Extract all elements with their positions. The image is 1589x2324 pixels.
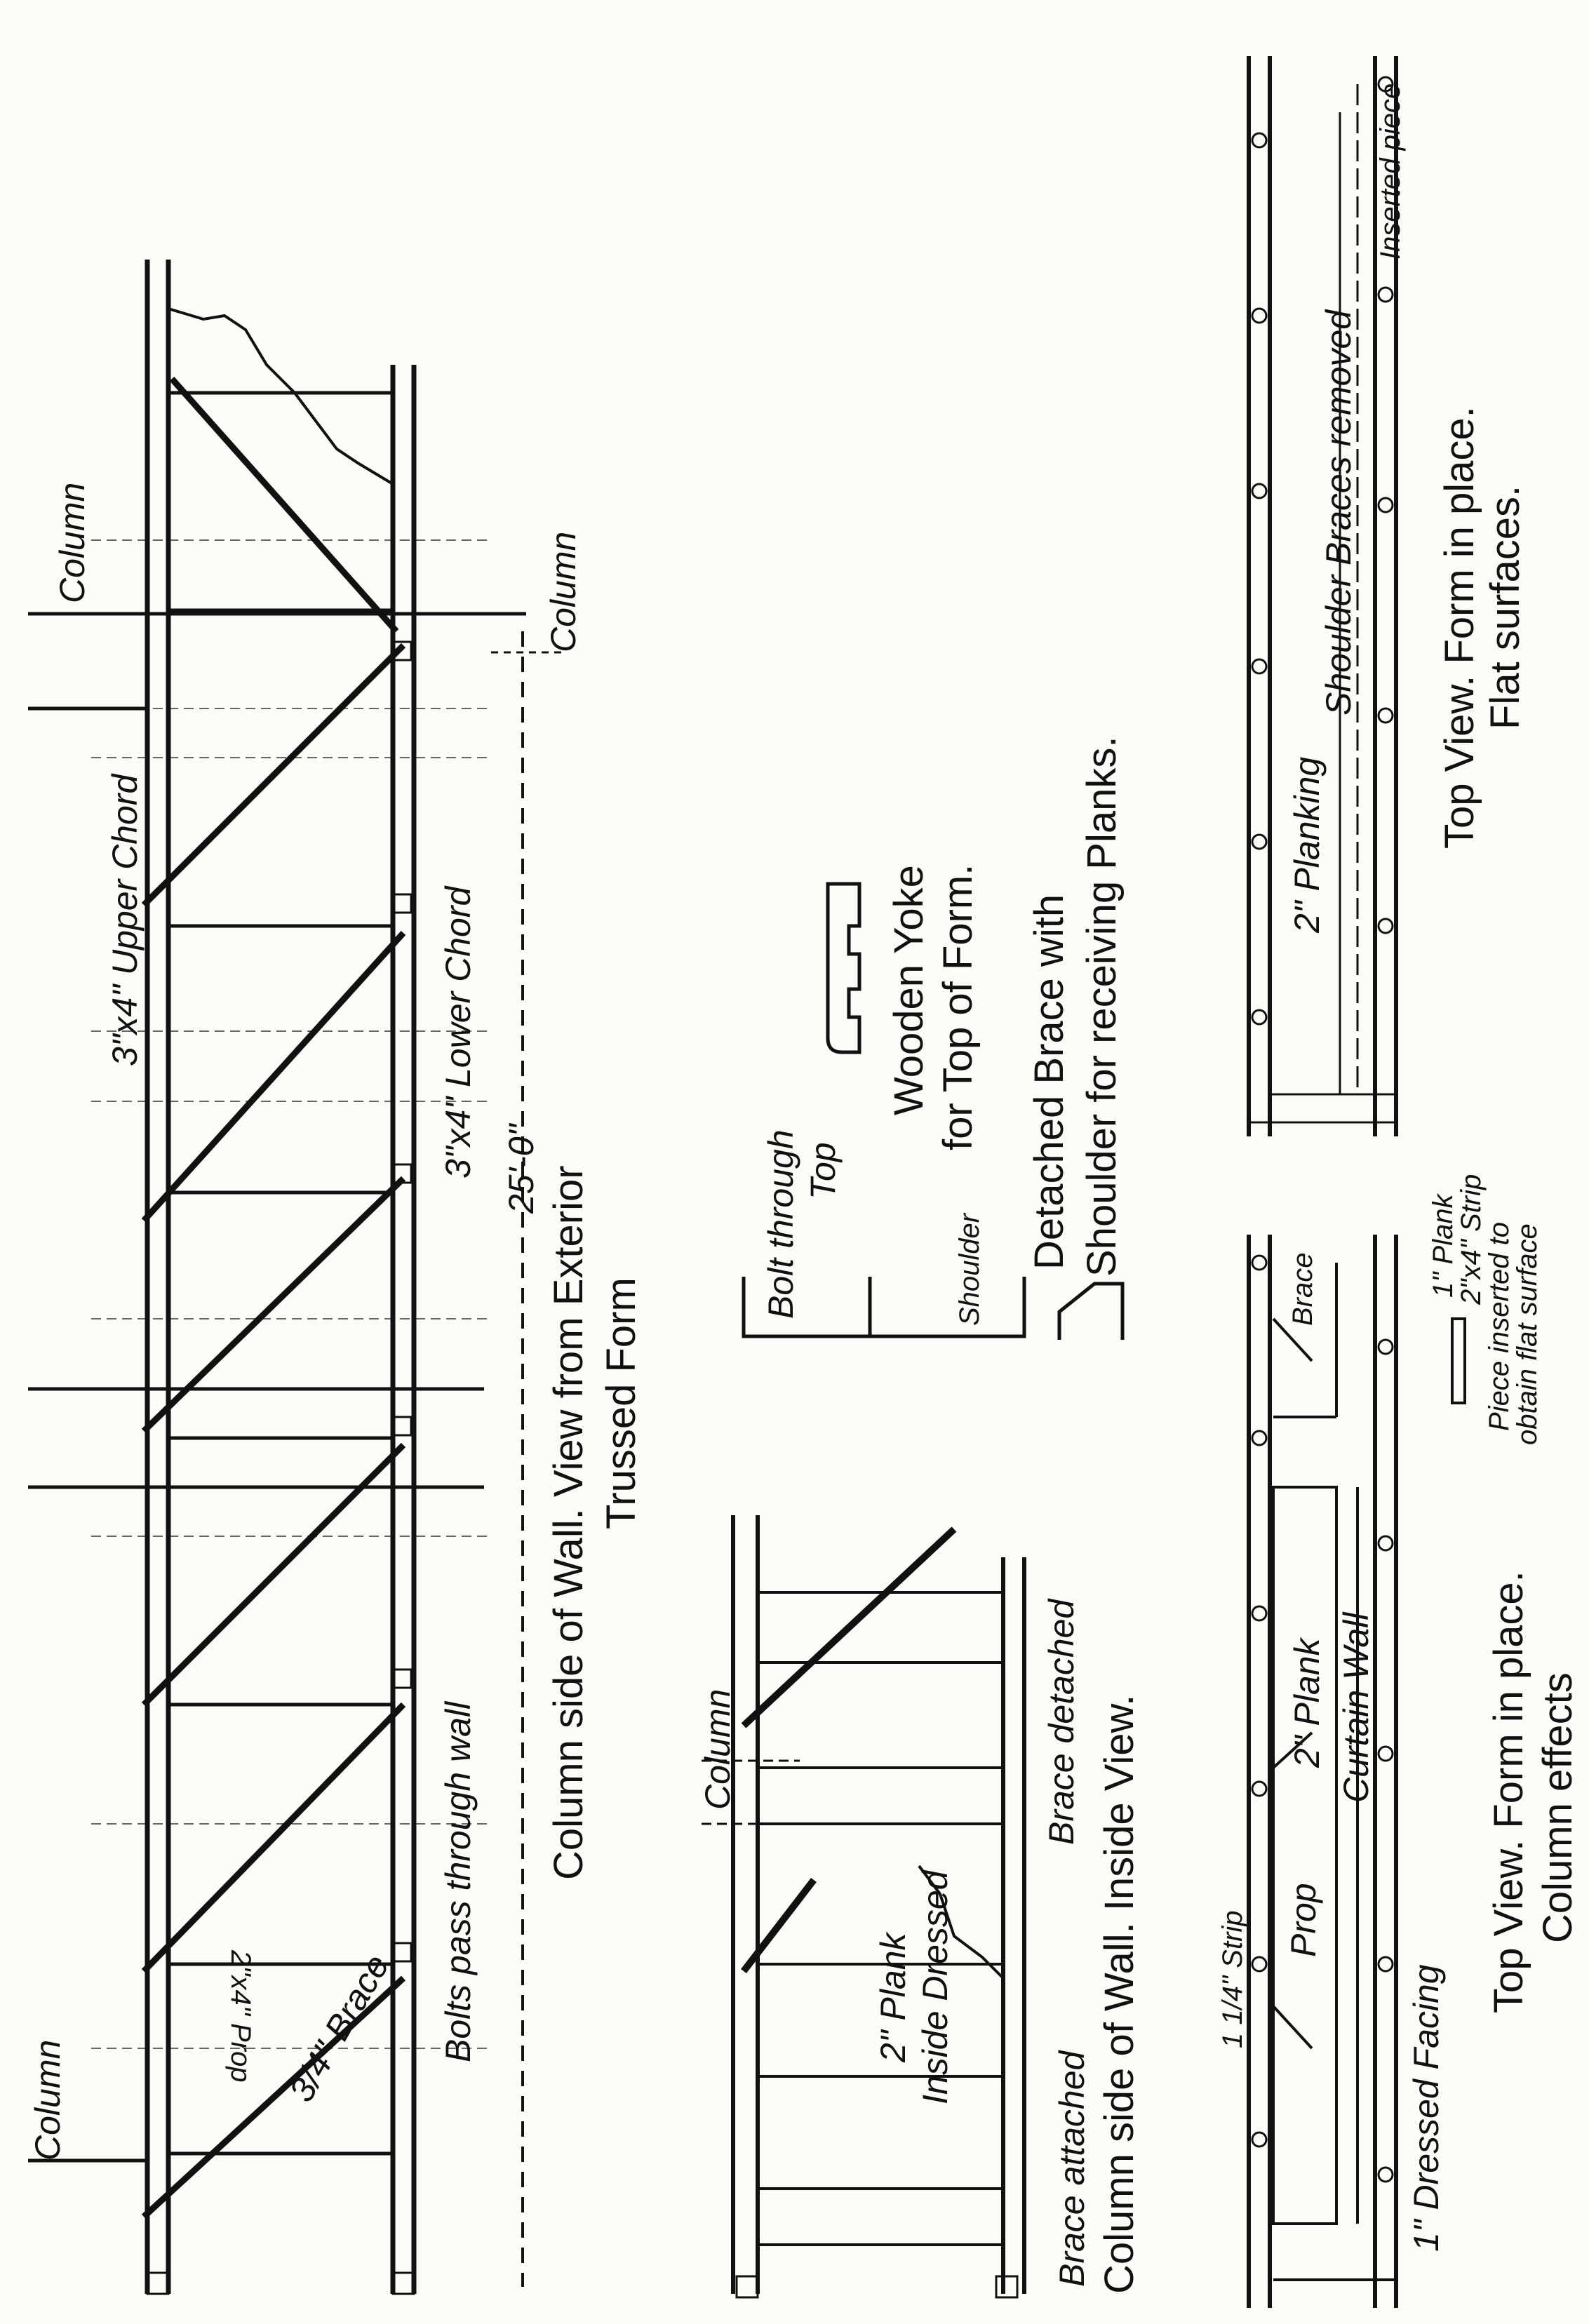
column-label-right: Column bbox=[544, 531, 583, 652]
column-label-top: Column bbox=[53, 482, 92, 603]
planking-label: 2" Planking bbox=[1287, 756, 1327, 933]
elevation-caption-1: Column side of Wall. View from Exterior bbox=[546, 1165, 591, 1880]
dimension-label: 25'-0" bbox=[502, 1124, 541, 1214]
curtain-wall-label: Curtain Wall bbox=[1336, 1612, 1376, 1803]
top-view-flat-caption-1: Top View. Form in place. bbox=[1437, 406, 1482, 849]
prop-label: 2"x4" Prop bbox=[225, 1950, 256, 2083]
plank-label-1: 2" Plank bbox=[873, 1933, 913, 2062]
bolts-label: Bolts pass through wall bbox=[438, 1701, 478, 2062]
bolt-label-2: Top bbox=[803, 1142, 843, 1200]
inside-column-label: Column bbox=[698, 1688, 737, 1810]
top-brace-label: Brace bbox=[1287, 1252, 1318, 1326]
lower-chord-label: 3"x4" Lower Chord bbox=[438, 886, 478, 1178]
shoulder-braces-label: Shoulder Braces removed bbox=[1319, 309, 1358, 716]
brace-label: 3/4" Brace bbox=[281, 1947, 397, 2109]
one-inch-plank-label: 1" Plank bbox=[1428, 1194, 1459, 1298]
exterior-elevation bbox=[28, 260, 561, 2294]
piece-inserted-label-2: obtain flat surface bbox=[1512, 1223, 1543, 1445]
inside-caption: Column side of Wall. Inside View. bbox=[1097, 1694, 1142, 2294]
brace-attached-label: Brace attached bbox=[1052, 2050, 1092, 2287]
elevation-caption-2: Trussed Form bbox=[598, 1277, 644, 1529]
inside-view bbox=[702, 1515, 1024, 2297]
detached-brace-caption-1: Detached Brace with bbox=[1026, 894, 1072, 1270]
yoke-caption-1: Wooden Yoke bbox=[886, 865, 932, 1115]
inserted-piece-label: Inserted piece bbox=[1375, 83, 1406, 260]
piece-inserted-label-1: Piece inserted to bbox=[1484, 1222, 1515, 1431]
brace-detached-label: Brace detached bbox=[1042, 1599, 1081, 1845]
shoulder-label: Shoulder bbox=[954, 1213, 985, 1326]
dressed-facing-label: 1" Dressed Facing bbox=[1407, 1964, 1446, 2252]
top-view-columns-caption-1: Top View. Form in place. bbox=[1486, 1571, 1531, 2013]
top-view-columns-caption-2: Column effects bbox=[1535, 1672, 1581, 1943]
detached-brace-caption-2: Shoulder for receiving Planks. bbox=[1079, 736, 1125, 1277]
two-inch-plank-label: 2" Plank bbox=[1287, 1638, 1327, 1768]
prop-label-top: Prop bbox=[1284, 1883, 1323, 1957]
upper-chord-label: 3"x4" Upper Chord bbox=[105, 774, 145, 1066]
plank-label-2: Inside Dressed bbox=[916, 1870, 955, 2104]
strip-label: 1 1/4" Strip bbox=[1217, 1910, 1248, 2048]
yoke-caption-2: for Top of Form. bbox=[935, 864, 981, 1150]
two-by-four-strip-label: 2"x4" Strip bbox=[1456, 1174, 1487, 1305]
column-label-bottom: Column bbox=[28, 2039, 67, 2161]
bolt-label-1: Bolt through bbox=[761, 1129, 800, 1319]
top-view-flat-caption-2: Flat surfaces. bbox=[1482, 485, 1528, 730]
